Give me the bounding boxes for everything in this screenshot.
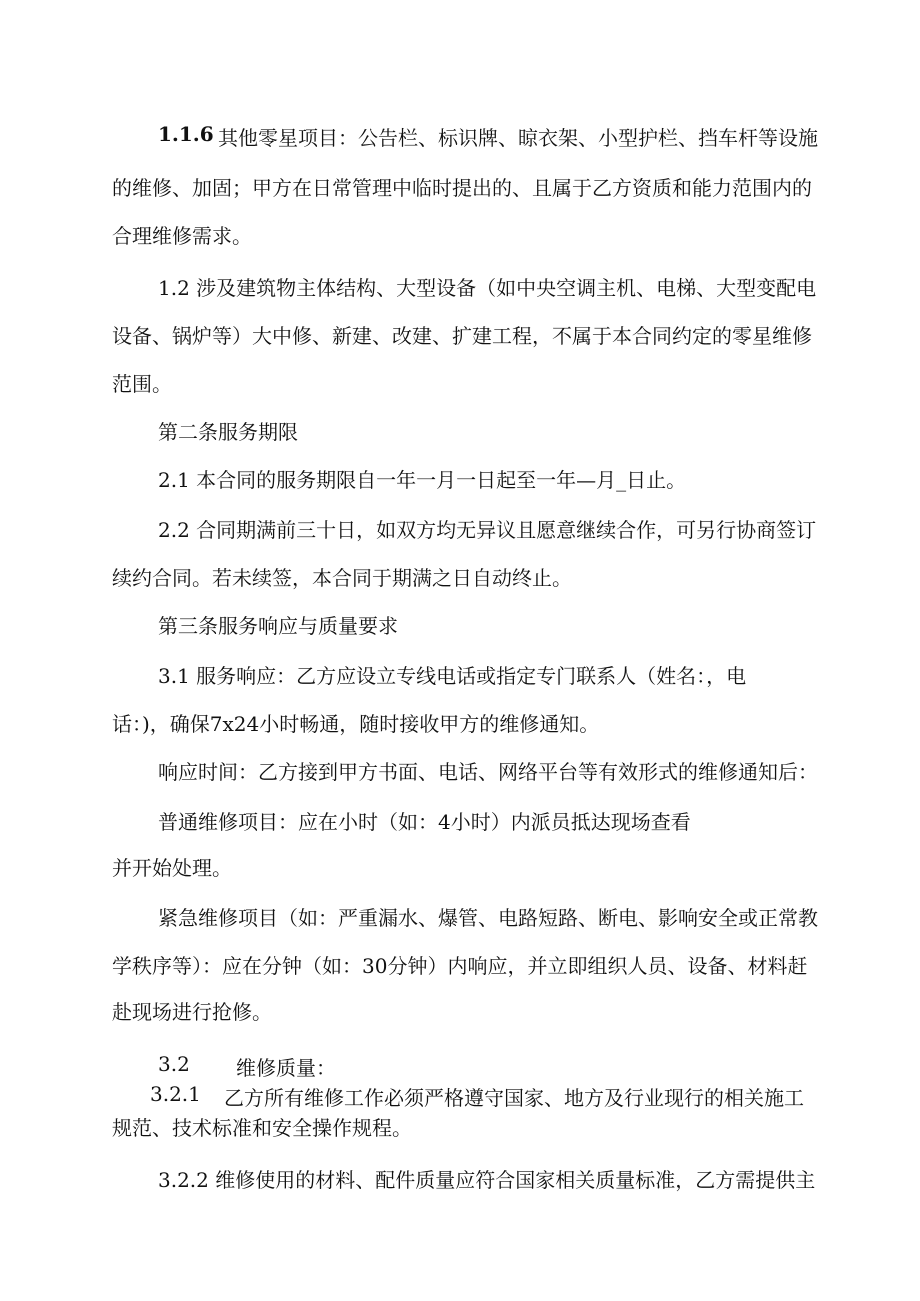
section-title: 维修质量： [236,1056,336,1080]
paragraph-line: 2.2 合同期满前三十日，如双方均无异议且愿意继续合作，可另行协商签订 [158,518,817,542]
section-number: 1.1.6 [158,122,214,146]
article-heading: 第三条服务响应与质量要求 [158,614,398,638]
paragraph-line: 3.2.2 维修使用的材料、配件质量应符合国家相关质量标准，乙方需提供主 [158,1168,816,1192]
paragraph-line: 学秩序等）：应在分钟（如：30分钟）内响应，并立即组织人员、设备、材料赶 [112,954,808,978]
paragraph-line: 续约合同。若未续签，本合同于期满之日自动终止。 [112,566,572,590]
paragraph-line: 乙方所有维修工作必须严格遵守国家、地方及行业现行的相关施工 [224,1086,804,1110]
paragraph-line: 设备、锅炉等）大中修、新建、改建、扩建工程，不属于本合同约定的零星维修 [112,324,812,348]
paragraph-line: 话：)，确保7x24小时畅通，随时接收甲方的维修通知。 [112,712,600,736]
paragraph-line: 2.1 本合同的服务期限自一年一月一日起至一年—月_日止。 [158,468,687,492]
paragraph-line: 普通维修项目：应在小时（如：4小时）内派员抵达现场查看 [158,810,691,834]
paragraph-line: 3.1 服务响应：乙方应设立专线电话或指定专门联系人（姓名：，电 [158,664,747,688]
article-heading: 第二条服务期限 [158,420,298,444]
paragraph-line: 的维修、加固；甲方在日常管理中临时提出的、且属于乙方资质和能力范围内的 [112,176,812,200]
paragraph-line: 范围。 [112,372,172,396]
section-number: 3.2 [158,1052,190,1076]
paragraph-line: 并开始处理。 [112,856,232,880]
paragraph-line: 其他零星项目：公告栏、标识牌、晾衣架、小型护栏、挡车杆等设施 [218,126,818,150]
paragraph-line: 规范、技术标准和安全操作规程。 [112,1116,412,1140]
section-number: 3.2.1 [150,1082,201,1106]
paragraph-line: 响应时间：乙方接到甲方书面、电话、网络平台等有效形式的维修通知后： [158,760,818,784]
paragraph-line: 合理维修需求。 [112,224,252,248]
paragraph-line: 赴现场进行抢修。 [112,1000,272,1024]
paragraph-line: 紧急维修项目（如：严重漏水、爆管、电路短路、断电、影响安全或正常教 [158,906,818,930]
paragraph-line: 1.2 涉及建筑物主体结构、大型设备（如中央空调主机、电梯、大型变配电 [158,276,817,300]
